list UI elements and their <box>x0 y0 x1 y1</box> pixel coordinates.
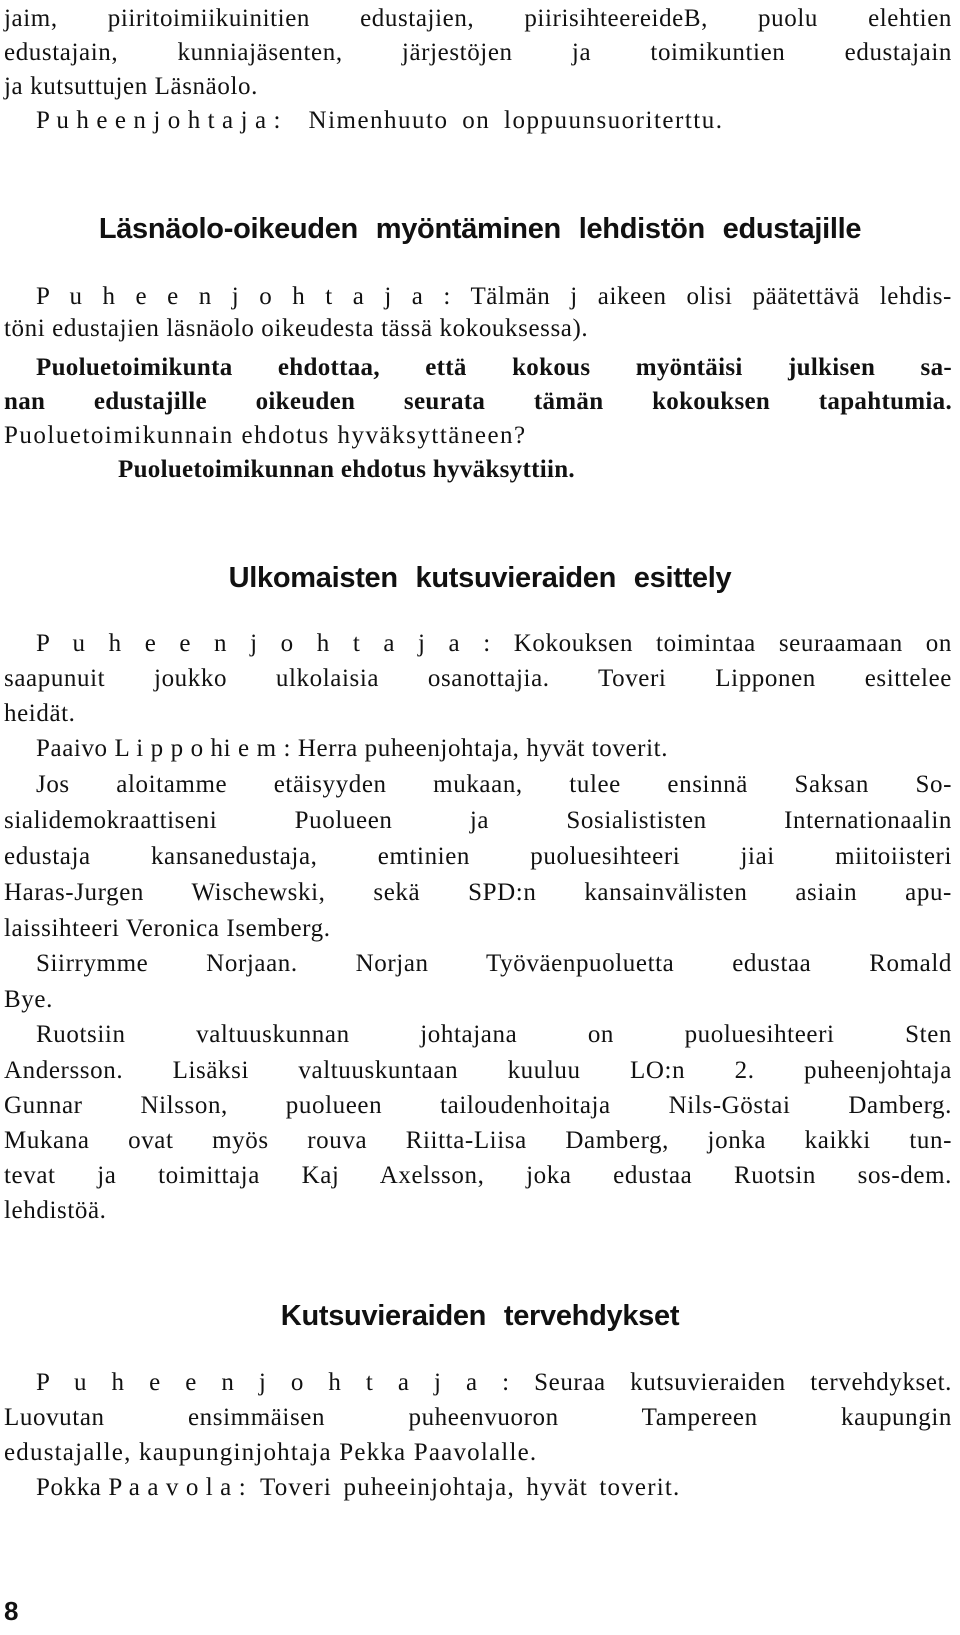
speaker-name: P u h e e n j o h t a j a : <box>36 630 491 657</box>
paragraph-line: Luovutan ensimmäisen puheenvuoron Tampereen kaupungin <box>4 1404 952 1431</box>
paragraph-line: edustaja kansanedustaja, emtinien puoluesihteeri jiai miitoiisteri <box>4 843 952 870</box>
paragraph-line: töni edustajien läsnäolo oikeudesta tässä kokouksessa). <box>4 315 589 342</box>
chair-announcement <box>36 106 723 136</box>
speech-text: Toveri puheeinjohtaja, hyvät toverit. <box>259 1474 681 1501</box>
paragraph-line: Andersson. Lisäksi valtuuskuntaan kuuluu LO:n 2. puheenjohtaja <box>4 1057 952 1084</box>
paragraph-line: nan edustajille oikeuden seurata tämän kokouksen tapahtumia. <box>4 388 952 415</box>
paragraph-line: Gunnar Nilsson, puolueen tailoudenhoitaja Nils-Göstai Damberg. <box>4 1092 952 1119</box>
speaker-name: P u h e e n j o h t a j a : <box>36 283 451 310</box>
paragraph-line <box>36 1368 952 1398</box>
paragraph-line: tevat ja toimittaja Kaj Axelsson, joka edustaa Ruotsin sos-dem. <box>4 1162 952 1189</box>
paragraph-line <box>36 1473 680 1503</box>
paragraph-line: Puoluetoimikunnain ehdotus hyväksyttäneen? <box>4 422 527 449</box>
page-number: 8 <box>4 1596 19 1626</box>
paragraph-line: Puoluetoimikunta ehdottaa, että kokous myöntäisi julkisen sa- <box>36 354 952 381</box>
paragraph-line: Bye. <box>4 986 53 1013</box>
paragraph-line: laissihteeri Veronica Isemberg. <box>4 915 331 942</box>
paragraph-line: saapunuit joukko ulkolaisia osanottajia. Toveri Lipponen esittelee <box>4 665 952 692</box>
speech-text: Herra puheenjohtaja, hyvät toverit. <box>297 735 669 762</box>
speaker-name: Paaivo L i p p o hi e m : <box>36 735 292 762</box>
section-heading: Ulkomaisten kutsuvieraiden esittely <box>228 562 732 594</box>
paragraph-line: Jos aloitamme etäisyyden mukaan, tulee ensinnä Saksan So- <box>36 771 952 798</box>
paragraph-line <box>36 629 952 659</box>
paragraph-line <box>36 282 952 312</box>
speech-text: Kokouksen toimintaa seuraamaan on <box>513 630 952 657</box>
decision-text: Puoluetoimikunnan ehdotus hyväksyttiin. <box>118 456 575 483</box>
speech-text: Seuraa kutsuvieraiden tervehdykset. <box>534 1369 952 1396</box>
paragraph-line <box>36 734 668 764</box>
speaker-name: Pokka P a a v o l a : <box>36 1474 247 1501</box>
section-heading: Kutsuvieraiden tervehdykset <box>280 1300 680 1332</box>
paragraph-line: Siirrymme Norjaan. Norjan Työväenpuoluetta edustaa Romald <box>36 950 952 977</box>
paragraph-line: Ruotsiin valtuuskunnan johtajana on puoluesihteeri Sten <box>36 1021 952 1048</box>
speaker-name: P u h e e n j o h t a j a : <box>36 1369 510 1396</box>
speech-text: Nimenhuuto on loppuunsuoriterttu. <box>308 107 724 134</box>
intro-line: jaim, piiritoimiikuinitien edustajien, piirisihteereideB, puolu elehtien <box>4 5 952 32</box>
paragraph-line: Mukana ovat myös rouva Riitta-Liisa Damberg, jonka kaikki tun- <box>4 1127 952 1154</box>
intro-line: ja kutsuttujen Läsnäolo. <box>4 73 258 100</box>
paragraph-line: lehdistöä. <box>4 1197 107 1224</box>
speech-text: Tälmän j aikeen olisi päätettävä lehdis- <box>470 283 952 310</box>
paragraph-line: heidät. <box>4 700 76 727</box>
speaker-name: P u h e e n j o h t a j a : <box>36 107 282 134</box>
paragraph-line: edustajalle, kaupunginjohtaja Pekka Paavolalle. <box>4 1439 538 1466</box>
section-heading: Läsnäolo-oikeuden myöntäminen lehdistön edustajille <box>98 213 862 245</box>
paragraph-line: sialidemokraattiseni Puolueen ja Sosialististen Internationaalin <box>4 807 952 834</box>
intro-line: edustajain, kunniajäsenten, järjestöjen ja toimikuntien edustajain <box>4 39 952 66</box>
paragraph-line: Haras-Jurgen Wischewski, sekä SPD:n kansainvälisten asiain apu- <box>4 879 952 906</box>
